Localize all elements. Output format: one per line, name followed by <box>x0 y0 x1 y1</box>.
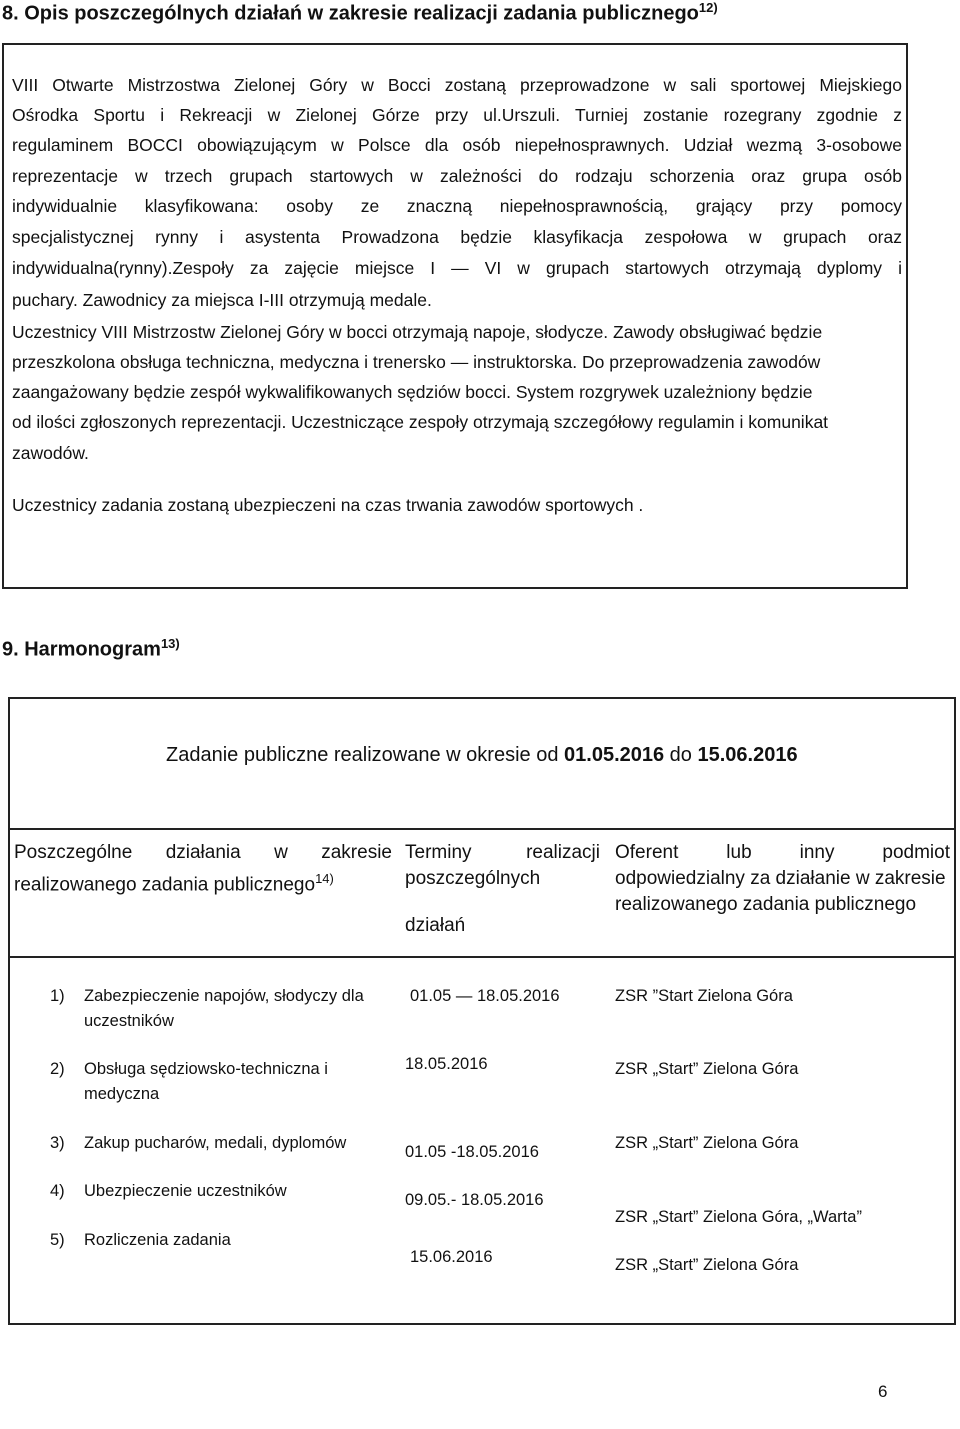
description-line: reprezentacje w trzech grupach startowych w zależności do rodzaju schorzenia oraz grupa osób <box>12 166 902 186</box>
row-action: Zakup pucharów, medali, dyplomów <box>84 1134 347 1152</box>
header-responsible-line2: odpowiedzialny za działanie w zakresie <box>615 868 946 889</box>
row-number: 5) <box>50 1231 65 1249</box>
insurance-line: Uczestnicy zadania zostaną ubezpieczeni na czas trwania zawodów sportowych . <box>12 495 644 515</box>
header-actions-line1: Poszczególne działania w zakresie <box>14 842 392 863</box>
description-line: regulaminem BOCCI obowiązującym w Polsce dla osób niepełnosprawnych. Udział wezmą 3-osobowe <box>12 135 902 155</box>
description-line: przeszkolona obsługa techniczna, medyczna i trenersko — instruktorska. Do przeprowadzenia zawodów <box>12 352 821 372</box>
row-action: Zabezpieczenie napojów, słodyczy dla <box>84 987 364 1005</box>
page-number: 6 <box>878 1382 888 1401</box>
table-divider <box>10 828 954 830</box>
row-number: 1) <box>50 987 65 1005</box>
section-9-footnote-ref: 13) <box>160 636 180 651</box>
section-9-heading <box>2 636 180 662</box>
row-number: 3) <box>50 1134 65 1152</box>
description-line: puchary. Zawodnicy za miejsca I-III otrzymują medale. <box>12 290 432 310</box>
period-text: Zadanie publiczne realizowane w okresie od <box>166 744 565 766</box>
period-from: 01.05.2016 <box>564 744 665 766</box>
header-dates <box>405 840 600 939</box>
row-date: 18.05.2016 <box>405 1055 488 1073</box>
row-action: Obsługa sędziowsko-techniczna i <box>84 1060 328 1078</box>
row-action-cont: medyczna <box>84 1085 160 1103</box>
header-dates-line1: Terminy realizacji <box>405 842 600 863</box>
header-dates-line3: działań <box>405 915 466 936</box>
header-responsible-line1: Oferent lub inny podmiot <box>615 842 950 863</box>
description-line: Uczestnicy VIII Mistrzostw Zielonej Góry w bocci otrzymają napoje, słodycze. Zawody obsługiwać będzie <box>12 322 823 342</box>
header-actions <box>14 840 392 898</box>
section-8-heading-text: 8. Opis poszczególnych działań w zakresie realizacji zadania publicznego <box>2 2 699 25</box>
description-line: indywidualnie klasyfikowana: osoby ze znaczną niepełnosprawnością, grający przy pomocy <box>12 196 902 216</box>
row-action-cont: uczestników <box>84 1012 174 1030</box>
description-line: indywidualna(rynny).Zespoły za zajęcie miejsce I — VI w grupach startowych otrzymają dyplomy i <box>12 258 902 278</box>
description-line: VIII Otwarte Mistrzostwa Zielonej Góry w Bocci zostaną przeprowadzone w sali sportowej Miejskiego <box>12 75 902 95</box>
description-line: zaangażowany będzie zespół wykwalifikowanych sędziów bocci. System rozgrywek uzależniony będzie <box>12 382 813 402</box>
header-actions-footnote-ref: 14) <box>315 871 334 886</box>
description-line: Ośrodka Sportu i Rekreacji w Zielonej Górze przy ul.Urszuli. Turniej zostanie rozegrany zgodnie z <box>12 105 902 125</box>
row-date: 01.05 — 18.05.2016 <box>410 987 560 1005</box>
period-mid: do <box>664 744 698 766</box>
row-responsible: ZSR ”Start Zielona Góra <box>615 987 793 1005</box>
row-number: 2) <box>50 1060 65 1078</box>
row-action: Ubezpieczenie uczestników <box>84 1182 287 1200</box>
description-line: zawodów. <box>12 443 89 463</box>
period-line <box>166 744 798 767</box>
row-date: 09.05.- 18.05.2016 <box>405 1191 544 1209</box>
description-box <box>2 43 908 589</box>
description-line: od ilości zgłoszonych reprezentacji. Uczestniczące zespoły otrzymają szczegółowy regulamin i komunikat <box>12 412 829 432</box>
row-date: 01.05 -18.05.2016 <box>405 1143 539 1161</box>
section-8-heading <box>2 0 718 26</box>
description-line: specjalistycznej rynny i asystenta Prowadzona będzie klasyfikacja zespołowa w grupach oraz <box>12 227 902 247</box>
row-action: Rozliczenia zadania <box>84 1231 231 1249</box>
row-date: 15.06.2016 <box>410 1248 493 1266</box>
header-actions-line2: realizowanego zadania publicznego <box>14 874 316 896</box>
table-divider <box>10 956 954 958</box>
section-8-footnote-ref: 12) <box>698 0 718 15</box>
header-dates-line2: poszczególnych <box>405 868 541 889</box>
header-responsible <box>615 840 950 918</box>
row-responsible: ZSR „Start” Zielona Góra <box>615 1134 799 1152</box>
row-responsible: ZSR „Start” Zielona Góra, „Warta” <box>615 1208 862 1226</box>
row-responsible: ZSR „Start” Zielona Góra <box>615 1256 799 1274</box>
period-to: 15.06.2016 <box>697 744 798 766</box>
row-number: 4) <box>50 1182 65 1200</box>
header-responsible-line3: realizowanego zadania publicznego <box>615 894 917 915</box>
section-9-heading-text: 9. Harmonogram <box>2 638 161 661</box>
row-responsible: ZSR „Start” Zielona Góra <box>615 1060 799 1078</box>
